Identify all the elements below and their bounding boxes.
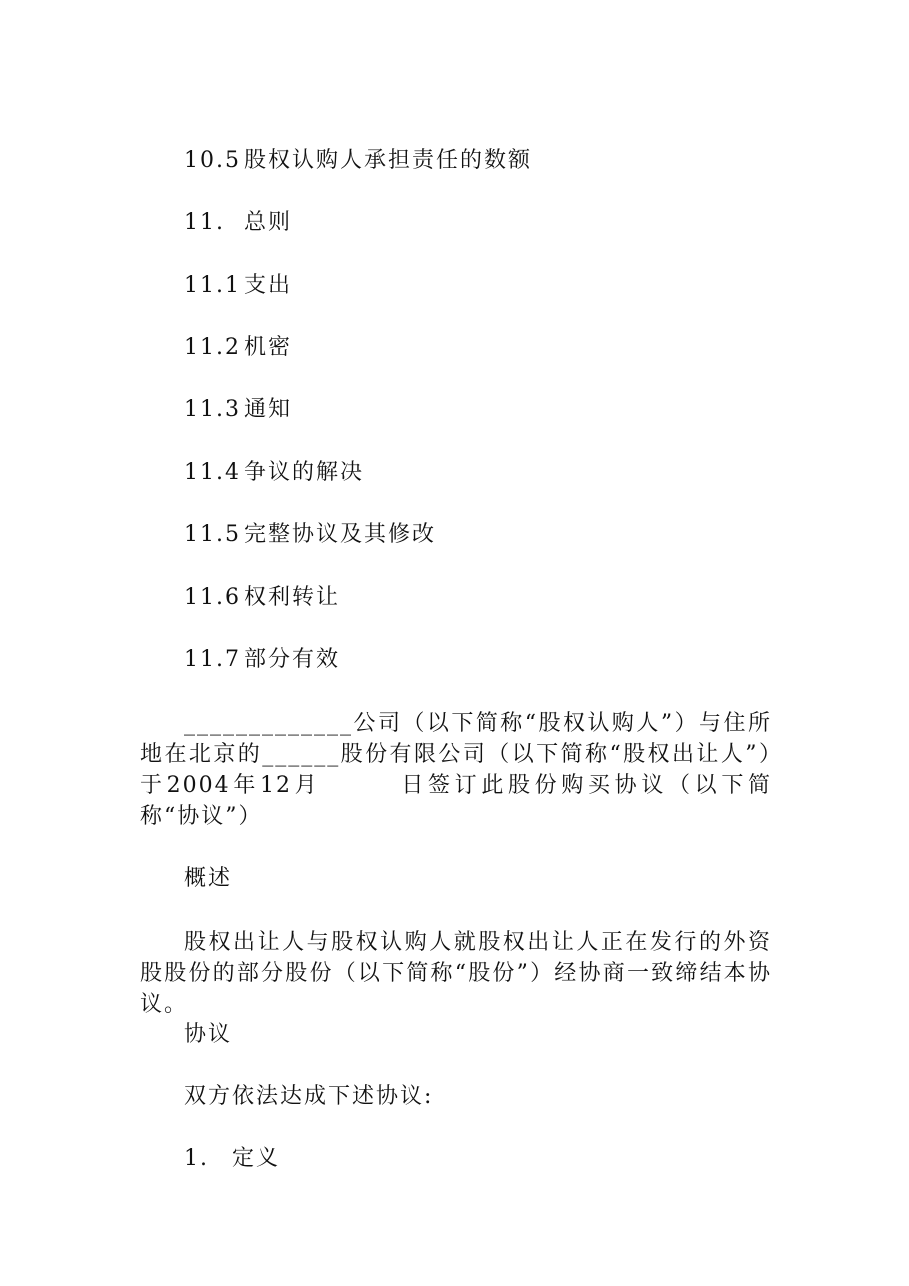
toc-entry <box>184 210 292 236</box>
toc-entry-title: 股权认购人承担责任的数额 <box>244 148 533 173</box>
overview-paragraph: 股权出让人与股权认购人就股权出让人正在发行的外资股股份的部分股份（以下简称“股份”）经协商一致缔结本协议。 <box>140 930 772 1017</box>
toc-entry-number: 11.6 <box>184 585 241 610</box>
intro-paragraph: _____________公司（以下简称“股权认购人”）与住所地在北京的______股份有限公司（以下简称“股权出让人”）于2004年12月 日签订此股份购买协议（以下简称“协议”） <box>140 711 772 829</box>
agreement-lead: 双方依法达成下述协议: <box>184 1084 434 1109</box>
toc-entry-number: 10.5 <box>184 148 241 173</box>
toc-entry <box>184 335 292 361</box>
section-title: 定义 <box>232 1146 281 1171</box>
section-heading <box>184 1146 280 1172</box>
toc-entry <box>184 647 340 673</box>
toc-entry-number: 11.4 <box>184 460 241 485</box>
toc-entry-number: 11. <box>184 210 225 235</box>
toc-entry <box>184 522 436 548</box>
toc-entry <box>184 273 292 299</box>
agreement-heading: 协议 <box>184 1022 233 1047</box>
toc-entry-title: 争议的解决 <box>244 460 365 485</box>
toc-entry-title: 总则 <box>244 210 293 235</box>
toc-entry <box>184 585 340 611</box>
toc-entry-title: 支出 <box>244 273 293 298</box>
toc-entry-number: 11.3 <box>184 397 241 422</box>
toc-entry-number: 11.7 <box>184 647 241 672</box>
toc-entry-title: 完整协议及其修改 <box>244 522 437 547</box>
toc-entry <box>184 148 532 174</box>
toc-entry-title: 部分有效 <box>244 647 341 672</box>
toc-entry-title: 权利转让 <box>244 585 341 610</box>
toc-entry-number: 11.2 <box>184 335 241 360</box>
overview-heading: 概述 <box>184 866 233 891</box>
toc-entry <box>184 460 364 486</box>
toc-entry-number: 11.5 <box>184 522 241 547</box>
toc-entry-title: 通知 <box>244 397 293 422</box>
section-number: 1. <box>184 1146 209 1171</box>
toc-entry-number: 11.1 <box>184 273 241 298</box>
toc-entry-title: 机密 <box>244 335 293 360</box>
toc-entry <box>184 397 292 423</box>
